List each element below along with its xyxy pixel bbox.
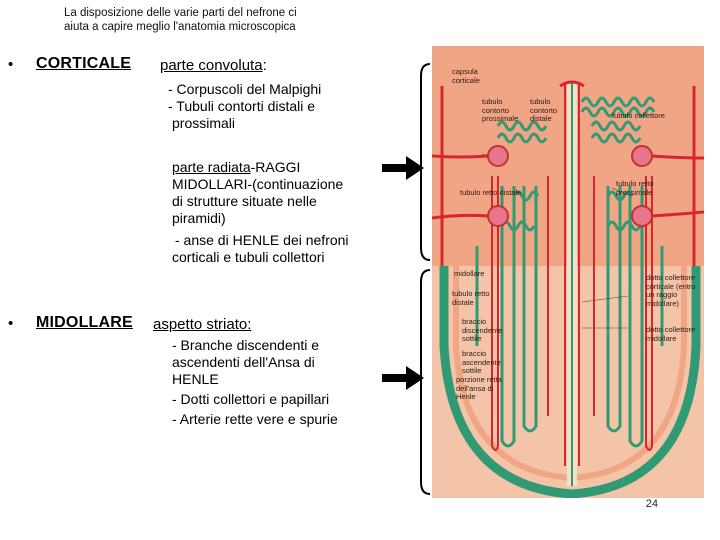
label-line: tubulo retto	[452, 289, 490, 298]
label-line: dotto collettore	[646, 273, 696, 282]
label-line: braccio	[462, 317, 487, 326]
label-line: prossimale	[482, 114, 519, 123]
radiata-block	[172, 159, 343, 227]
label-tubulo-distale	[530, 98, 557, 124]
corticale-title: CORTICALE	[36, 55, 132, 72]
label-line: capsula	[452, 67, 478, 76]
label-line: dotto collettore	[646, 325, 696, 334]
label-line: tubulo	[482, 97, 503, 106]
label-line: sottile	[462, 366, 482, 375]
radiata-list	[172, 232, 349, 266]
convoluta-label: parte convoluta	[160, 57, 263, 74]
label-line: distale	[452, 297, 474, 307]
label-porzione	[456, 376, 502, 402]
midollare-item: ascendenti dell'Ansa di	[172, 354, 315, 370]
label-braccio-discendente	[462, 318, 502, 344]
label-line: contorto	[482, 105, 510, 115]
label-line: sottile	[462, 334, 482, 343]
bullet-corticale: •	[8, 56, 14, 73]
label-tubulo-retto-distale	[452, 290, 490, 307]
label-line: un raggio	[646, 290, 678, 299]
bracket-corticale-icon	[421, 64, 430, 260]
radiata-line: piramidi)	[172, 210, 226, 226]
label-line: prossimale	[616, 187, 653, 197]
label-line: tubulo retto	[616, 179, 654, 188]
label-line: corticale (entro	[646, 281, 696, 291]
midollare-list	[172, 337, 338, 428]
label-line: Henle	[456, 392, 476, 401]
page-number: 24	[645, 498, 658, 510]
label-line: dell'ansa di	[456, 383, 494, 393]
radiata-item: corticali e tubuli collettori	[172, 249, 325, 265]
midollare-item: - Branche discendenti e	[172, 337, 320, 353]
midollare-aspect: aspetto striato:	[153, 316, 252, 333]
convoluta-heading	[160, 57, 267, 74]
label-line: contorto	[530, 105, 558, 115]
label-line: ascendente	[462, 357, 501, 367]
bracket-midollare-icon	[421, 270, 430, 494]
midollare-item: - Arterie rette vere e spurie	[172, 411, 338, 427]
label-line: discendente	[462, 325, 503, 335]
midollare-item: HENLE	[172, 371, 219, 387]
label-dotto-corticale	[646, 274, 696, 308]
radiata-line: di strutture situate nelle	[172, 193, 317, 209]
label-line: braccio	[462, 349, 487, 358]
label-tubulo-prossimale	[482, 98, 518, 124]
header-line-1: La disposizione delle varie parti del nefrone ci	[64, 7, 297, 19]
label-line: midollare)	[646, 298, 679, 308]
slide-header	[64, 6, 324, 34]
label-dotto-midollare	[646, 326, 695, 343]
radiata-rest: -RAGGI	[250, 159, 301, 175]
radiata-item: - anse di HENLE dei nefroni	[175, 232, 349, 248]
label-line: porzione retta	[456, 375, 502, 384]
label-tubulo-retto-prossimale	[616, 180, 654, 197]
convoluta-item: - Tubuli contorti distali e	[168, 98, 316, 114]
label-line: distale	[530, 114, 552, 123]
convoluta-list	[168, 81, 321, 132]
nephron-figure	[432, 46, 704, 498]
label-tubulo-retto-distale-top: tubulo retto distale	[460, 188, 522, 197]
bullet-midollare: •	[8, 315, 14, 332]
label-midollare: midollare	[454, 269, 485, 278]
convoluta-item: - Corpuscoli del Malpighi	[168, 81, 322, 97]
header-line-2: aiuta a capire meglio l'anatomia microscopica	[64, 21, 296, 33]
midollare-title-wrap	[36, 314, 133, 332]
midollare-title: MIDOLLARE	[36, 314, 133, 331]
convoluta-colon: :	[262, 57, 267, 74]
radiata-label: parte radiata	[172, 159, 251, 175]
label-line: corticale	[452, 75, 480, 85]
midollare-item: - Dotti collettori e papillari	[172, 391, 330, 407]
radiata-line: MIDOLLARI-(continuazione	[172, 176, 344, 192]
label-tubulo-collettore: tubulo collettore	[612, 111, 665, 120]
label-line: midollare	[646, 333, 677, 343]
convoluta-item: prossimali	[172, 115, 236, 131]
label-braccio-ascendente	[462, 350, 501, 376]
label-capsula	[452, 68, 480, 85]
label-line: tubulo	[530, 97, 551, 106]
